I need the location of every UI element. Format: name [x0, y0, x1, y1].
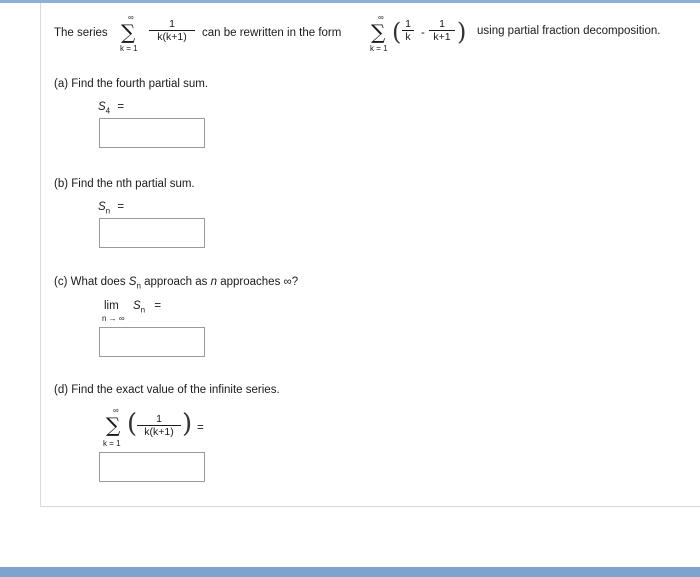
- part-d-equals: =: [197, 422, 204, 434]
- sigma-icon: ∑: [371, 20, 386, 44]
- sum1-lower: k = 1: [120, 44, 138, 53]
- minus-sign: -: [421, 27, 425, 39]
- sum2-b-denominator: k+1: [433, 31, 451, 43]
- part-b-question: (b) Find the nth partial sum.: [54, 178, 195, 190]
- close-paren: ): [182, 409, 193, 439]
- sum3-fraction: [137, 413, 181, 439]
- sum1-denominator: k(k+1): [157, 31, 187, 43]
- sum1-upper: ∞: [128, 13, 134, 22]
- sum3-lower: k = 1: [103, 439, 121, 448]
- sum3-denominator: k(k+1): [144, 426, 174, 438]
- sum3-upper: ∞: [113, 406, 119, 415]
- sum2-upper: ∞: [378, 13, 384, 22]
- intro-middle: can be rewritten in the form: [202, 27, 342, 39]
- bottom-border: [0, 567, 700, 577]
- part-d-answer-input[interactable]: [99, 452, 205, 482]
- part-d-question: (d) Find the exact value of the infinite series.: [54, 384, 280, 396]
- intro-suffix: using partial fraction decomposition.: [477, 25, 661, 37]
- sum2-lower: k = 1: [370, 44, 388, 53]
- sum2-b-numerator: 1: [439, 18, 445, 30]
- limit-label: lim: [104, 300, 119, 312]
- intro-prefix: The series: [54, 27, 108, 39]
- sum3-numerator: 1: [156, 413, 162, 425]
- open-paren: (: [392, 18, 402, 46]
- sigma-icon: ∑: [121, 20, 136, 44]
- part-c-label: $S_n$ =: [133, 300, 162, 315]
- part-b-answer-input[interactable]: [99, 218, 205, 248]
- sigma-icon: ∑: [106, 413, 121, 437]
- question-panel: [40, 3, 700, 507]
- close-paren: ): [457, 18, 467, 46]
- part-b-label: $S_n$ =: [98, 201, 125, 216]
- part-a-question: (a) Find the fourth partial sum.: [54, 78, 209, 90]
- part-a-answer-input[interactable]: [99, 118, 205, 148]
- part-c-answer-input[interactable]: [99, 327, 205, 357]
- sum2-fraction-b: [429, 18, 455, 44]
- sum2-fraction-a: [402, 18, 414, 44]
- part-a-label: $S_4$ =: [98, 101, 125, 116]
- open-paren: (: [127, 409, 138, 439]
- sum1-numerator: 1: [169, 18, 175, 30]
- sum2-a-numerator: 1: [405, 18, 411, 30]
- limit-subscript: n → ∞: [102, 314, 125, 323]
- part-c-question: (c) What does $S_n$ approach as n approaches ∞?: [54, 276, 299, 291]
- sum1-fraction: [149, 18, 195, 44]
- sum2-a-denominator: k: [405, 31, 411, 43]
